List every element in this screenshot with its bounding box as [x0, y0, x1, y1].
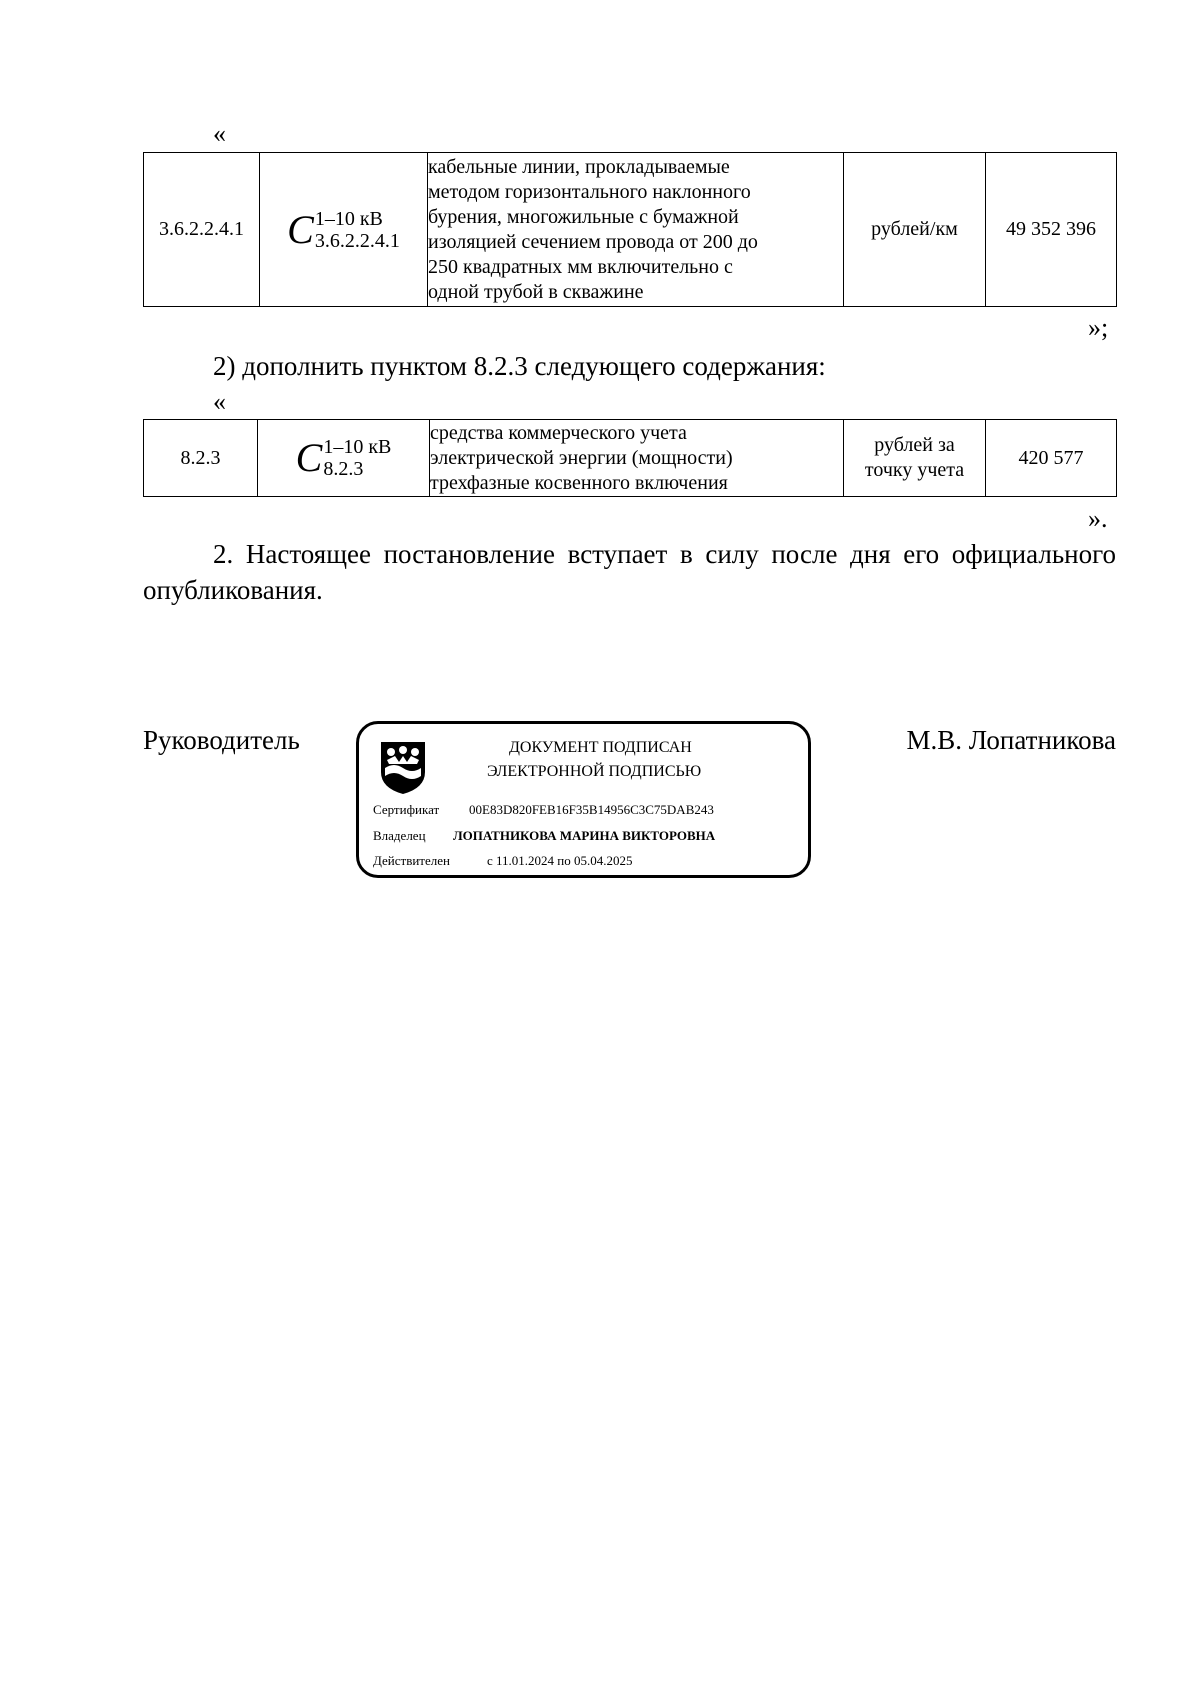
- stamp-validity-row: [373, 852, 633, 870]
- item-number: 8.2.3: [144, 420, 258, 497]
- open-quote-2: «: [213, 387, 226, 416]
- clause-2-text: 2) дополнить пунктом 8.2.3 следующего содержания:: [213, 351, 826, 381]
- item-number: 3.6.2.2.4.1: [144, 153, 260, 307]
- certificate-value: 00E83D820FEB16F35B14956C3C75DAB243: [469, 802, 714, 817]
- coefficient-subscript: 3.6.2.2.4.1: [314, 229, 400, 252]
- tariff-table-2: [143, 419, 1117, 497]
- coefficient-symbol: [260, 153, 428, 307]
- close-quote-1: »;: [1088, 313, 1109, 342]
- item-description: средства коммерческого учета электрической энергии (мощности) трехфазные косвенного включения: [430, 420, 844, 497]
- coefficient-symbol: [258, 420, 430, 497]
- electronic-signature-stamp: [356, 721, 811, 878]
- final-paragraph-line-1: 2. Настоящее постановление вступает в силу после дня его официального: [213, 539, 1116, 569]
- open-quote-1: «: [213, 119, 226, 148]
- validity-label: Действителен: [373, 853, 450, 868]
- signer-name: М.В. Лопатникова: [906, 725, 1116, 755]
- stamp-title-line-2: ЭЛЕКТРОННОЙ ПОДПИСЬЮ: [487, 763, 702, 780]
- coat-of-arms-icon: [377, 738, 429, 796]
- coefficient-subscript: 8.2.3: [323, 458, 364, 480]
- item-value: 49 352 396: [986, 153, 1117, 307]
- item-unit: рублей/км: [844, 153, 986, 307]
- coefficient-base: C: [287, 206, 314, 252]
- table-row: [144, 420, 1117, 497]
- coefficient-superscript: 1–10 кВ: [314, 207, 383, 230]
- certificate-label: Сертификат: [373, 802, 440, 817]
- coefficient-base: C: [295, 435, 323, 480]
- coefficient-superscript: 1–10 кВ: [323, 436, 392, 458]
- close-quote-2: ».: [1088, 504, 1108, 533]
- tariff-table-1: [143, 152, 1117, 307]
- table-row: [144, 153, 1117, 307]
- item-unit: рублей за точку учета: [844, 420, 986, 497]
- stamp-title-line-1: ДОКУМЕНТ ПОДПИСАН: [509, 739, 692, 756]
- item-value: 420 577: [986, 420, 1117, 497]
- stamp-owner-row: [373, 827, 715, 845]
- final-paragraph-line-2: опубликования.: [143, 575, 323, 605]
- owner-value: ЛОПАТНИКОВА МАРИНА ВИКТОРОВНА: [453, 828, 716, 843]
- signer-position: Руководитель: [143, 725, 300, 755]
- item-description: кабельные линии, прокладываемые методом горизонтального наклонного бурения, многожильные с бумажной изоляцией сечением провода от 200 до 250 квадратных мм включительно с одной трубой в скважине: [428, 153, 844, 307]
- final-paragraph: [143, 536, 1116, 608]
- stamp-certificate-row: [373, 801, 714, 819]
- validity-value: с 11.01.2024 по 05.04.2025: [487, 853, 633, 868]
- owner-label: Владелец: [373, 828, 426, 843]
